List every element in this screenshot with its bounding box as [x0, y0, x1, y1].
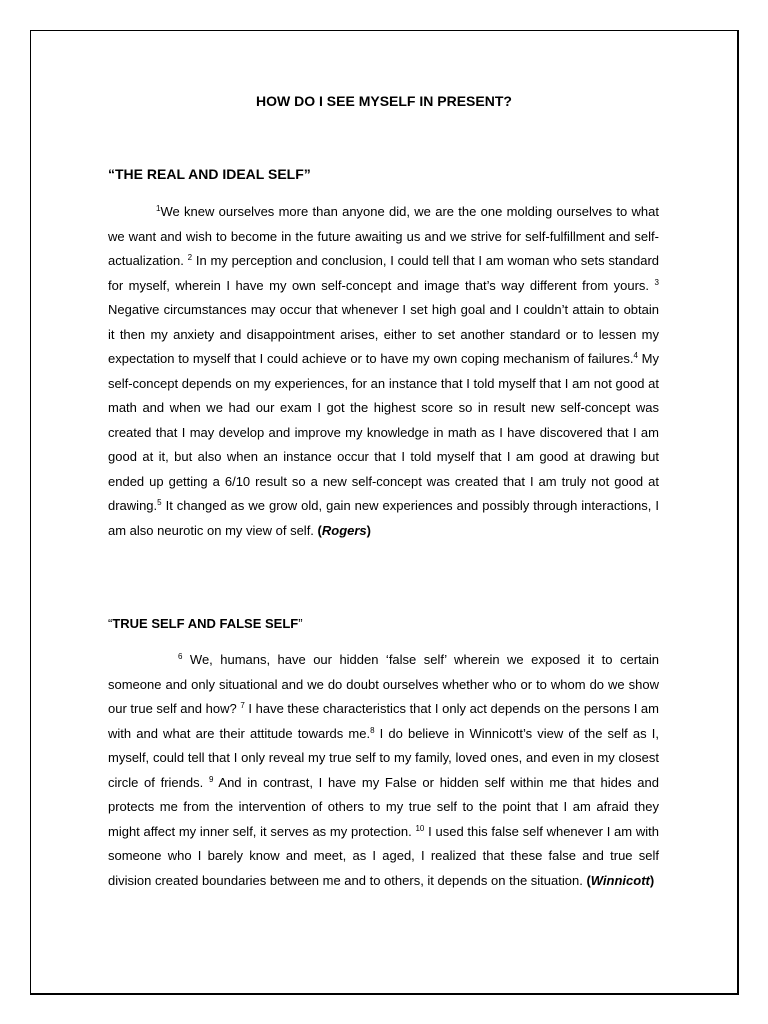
paragraph-text: In my perception and conclusion, I could tell that I am woman who sets standard for myself, wherein I have my own self-concept and image that’s way different from yours.: [108, 253, 660, 293]
section-heading-true-false-self: [108, 616, 303, 631]
paragraph-text: I have these characteristics that I only act depends on the persons I am with and what are their attitude towards me.: [108, 701, 659, 741]
document-title: HOW DO I SEE MYSELF IN PRESENT?: [256, 93, 512, 109]
citation: (Rogers): [317, 522, 372, 538]
footnote-marker: 10: [415, 823, 425, 833]
paragraph-text: And in contrast, I have my False or hidden self within me that hides and protects me from the intervention of others to my true self to the point that I am afraid they might affect my inner self, it serves as my protection.: [108, 774, 659, 839]
paragraph-text: I used this false self whenever I am with someone who I barely know and meet, as I aged, I realized that these false and true self division created boundaries between me and to others, it depends on the situation.: [108, 823, 659, 888]
footnote-marker: 4: [633, 351, 638, 360]
paragraph-text: I do believe in Winnicott’s view of the self as I, myself, could tell that I only reveal my true self to my family, loved ones, and even in my closest circle of friends.: [108, 725, 659, 790]
footnote-marker: 9: [208, 774, 214, 784]
section-heading-real-ideal-self: “THE REAL AND IDEAL SELF”: [108, 166, 311, 182]
citation-name: Rogers: [321, 522, 367, 538]
heading-text: TRUE SELF AND FALSE SELF: [112, 616, 299, 631]
footnote-marker: 1: [156, 204, 161, 213]
section-paragraph-true-false-self: [108, 648, 659, 893]
heading-close-quote: ”: [298, 616, 303, 631]
heading-open-quote: “: [108, 616, 113, 631]
paragraph-text: We knew ourselves more than anyone did, we are the one molding ourselves to what we want and wish to become in the future awaiting us and we strive for self-fulfillment and self-actualization.: [108, 204, 659, 268]
citation-name: Winnicott: [590, 872, 650, 888]
footnote-marker: 5: [157, 498, 162, 507]
paragraph-text: It changed as we grow old, gain new experiences and possibly through interactions, I am also neurotic on my view of self.: [108, 498, 659, 538]
paragraph-text: We, humans, have our hidden ‘false self’ wherein we exposed it to certain someone and only situational and we do doubt ourselves whether who or to whom do we show our true self and how?: [108, 652, 659, 716]
footnote-marker: 3: [654, 277, 659, 287]
footnote-marker: 8: [370, 725, 375, 735]
section-paragraph-real-ideal-self: [108, 200, 659, 543]
paragraph-text: Negative circumstances may occur that whenever I set high goal and I couldn’t attain to obtain it then my anxiety and disappointment arises, either to set another standard or to lessen my expectation to myself that I could achieve or to have my own coping mechanism of failures.: [108, 302, 659, 366]
footnote-marker: 2: [187, 253, 193, 262]
paragraph-text: My self-concept depends on my experiences, for an instance that I told myself that I am not good at math and when we had our exam I got the highest score so in result new self-concept was created that I may develop and improve my knowledge in math as I have discovered that I am good at it, but also when an instance occur that I told myself that I am good at drawing but ended up getting a 6/10 result so a new self-concept was created that I am truly not good at drawing.: [108, 351, 659, 513]
footnote-marker: 7: [240, 701, 245, 710]
footnote-marker: 6: [178, 652, 183, 661]
citation: (Winnicott): [586, 872, 655, 888]
